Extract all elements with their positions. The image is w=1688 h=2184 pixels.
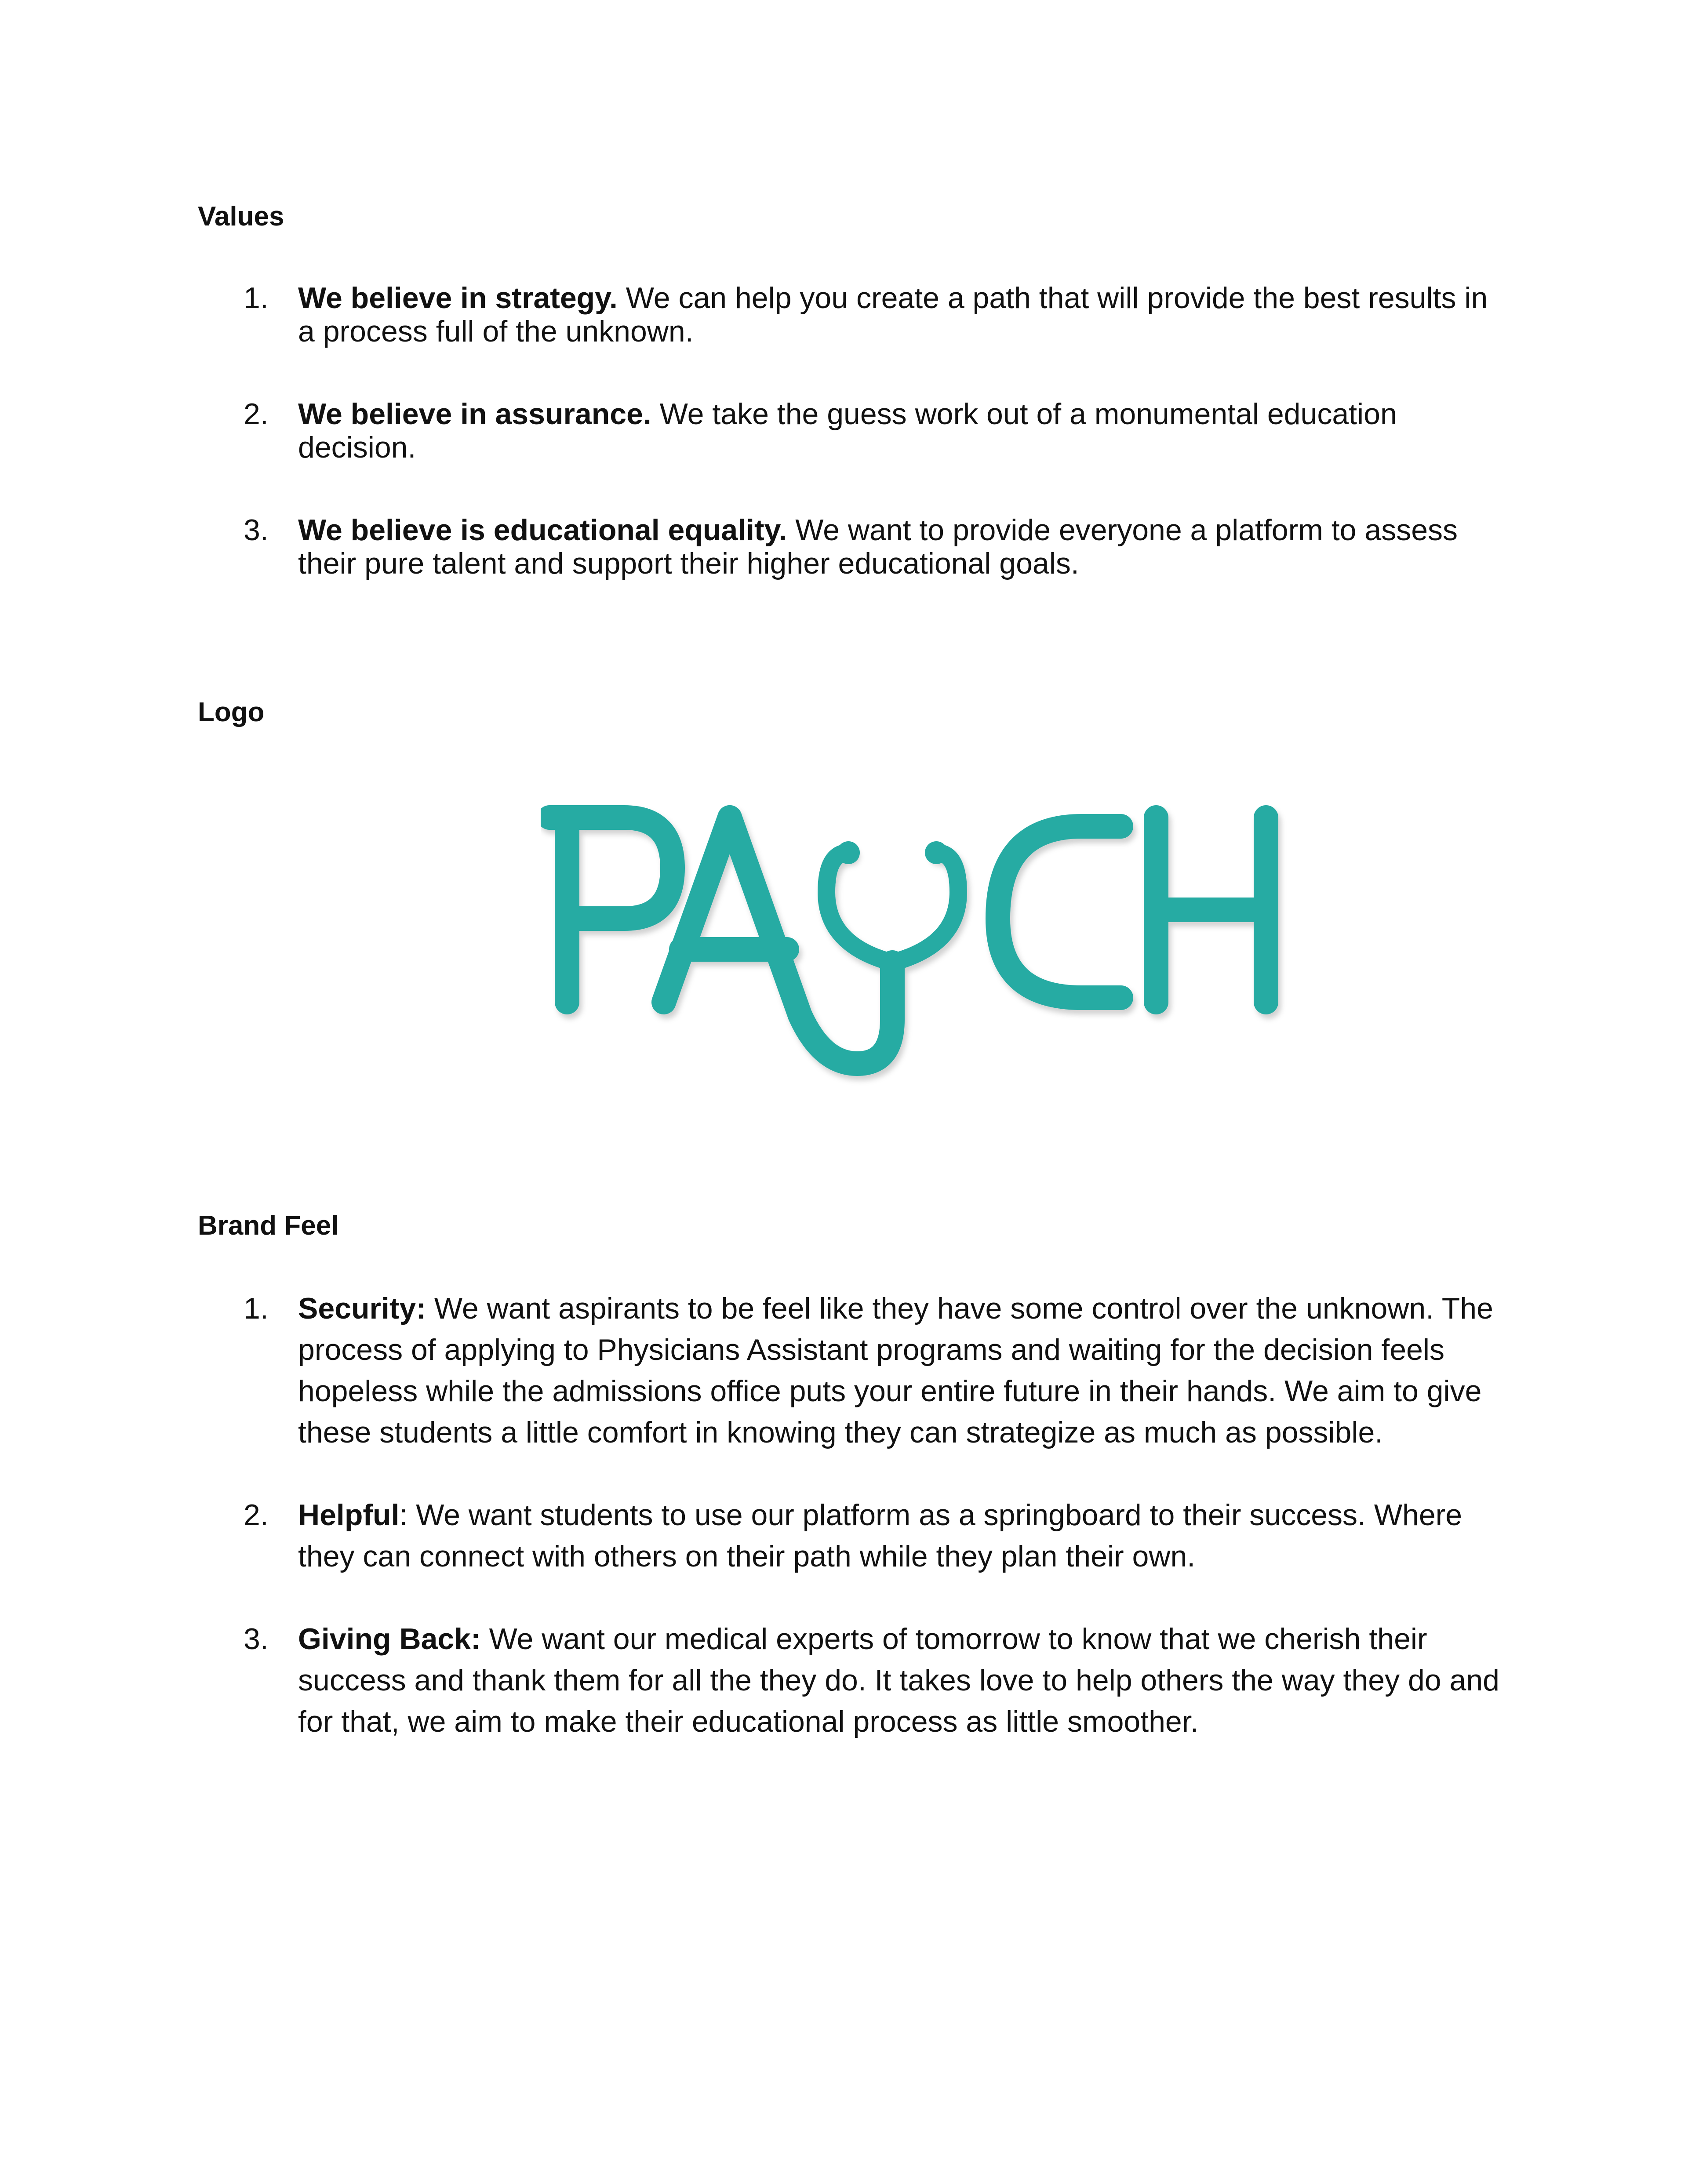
- list-item-lead: We believe in strategy.: [298, 281, 618, 315]
- list-item: [198, 1288, 1508, 1453]
- list-item-number: 1.: [244, 281, 269, 315]
- list-item-lead: We believe in assurance.: [298, 397, 651, 431]
- list-item-lead: Security:: [298, 1292, 426, 1325]
- list-item-text: We want aspirants to be feel like they have some control over the unknown. The process of applying to Physicians Assistant programs and waiting for the decision feels hopeless while the admissions office puts your entire future in their hands. We aim to give these students a little comfort in knowing they can strategize as much as possible.: [298, 1292, 1493, 1449]
- list-item-number: 3.: [244, 513, 269, 547]
- list-item-text: We can help you create a path that will provide the best results in a process full of the unknown.: [298, 281, 1488, 348]
- values-list: [198, 281, 1508, 580]
- stethoscope-earpiece-icon: [837, 841, 860, 864]
- brand-feel-heading: Brand Feel: [198, 1210, 339, 1241]
- list-item-lead: Helpful: [298, 1498, 400, 1532]
- list-item: [198, 513, 1508, 580]
- list-item: [198, 281, 1508, 348]
- list-item-number: 2.: [244, 397, 269, 431]
- list-item-lead: Giving Back:: [298, 1622, 481, 1656]
- logo-letter-h: [1156, 818, 1266, 1002]
- brand-feel-list: [198, 1288, 1508, 1742]
- list-item-text: We want to provide everyone a platform to assess their pure talent and support their higher educational goals.: [298, 513, 1458, 580]
- values-heading: Values: [198, 201, 284, 232]
- list-item: [198, 397, 1508, 464]
- list-item-text: We take the guess work out of a monumental education decision.: [298, 397, 1397, 464]
- logo-heading: Logo: [198, 697, 265, 727]
- logo-letter-c: [998, 826, 1121, 998]
- list-item: [198, 1618, 1508, 1742]
- list-item-number: 2.: [244, 1498, 269, 1532]
- stethoscope-earpiece-icon: [925, 841, 948, 864]
- list-item: [198, 1494, 1508, 1577]
- list-item-text: We want our medical experts of tomorrow to know that we cherish their success and thank them for all the they do. It takes love to help others the way they do and for that, we aim to make their educational process as little smoother.: [298, 1622, 1499, 1738]
- pasch-logo: [541, 800, 1306, 1090]
- logo-letter-p: [549, 818, 673, 1002]
- list-item-lead: We believe is educational equality.: [298, 513, 787, 547]
- list-item-number: 1.: [244, 1292, 269, 1325]
- list-item-text: : We want students to use our platform as a springboard to their success. Where they can connect with others on their path while they plan their own.: [298, 1498, 1462, 1573]
- stethoscope-headset-icon: [826, 853, 958, 963]
- list-item-number: 3.: [244, 1622, 269, 1656]
